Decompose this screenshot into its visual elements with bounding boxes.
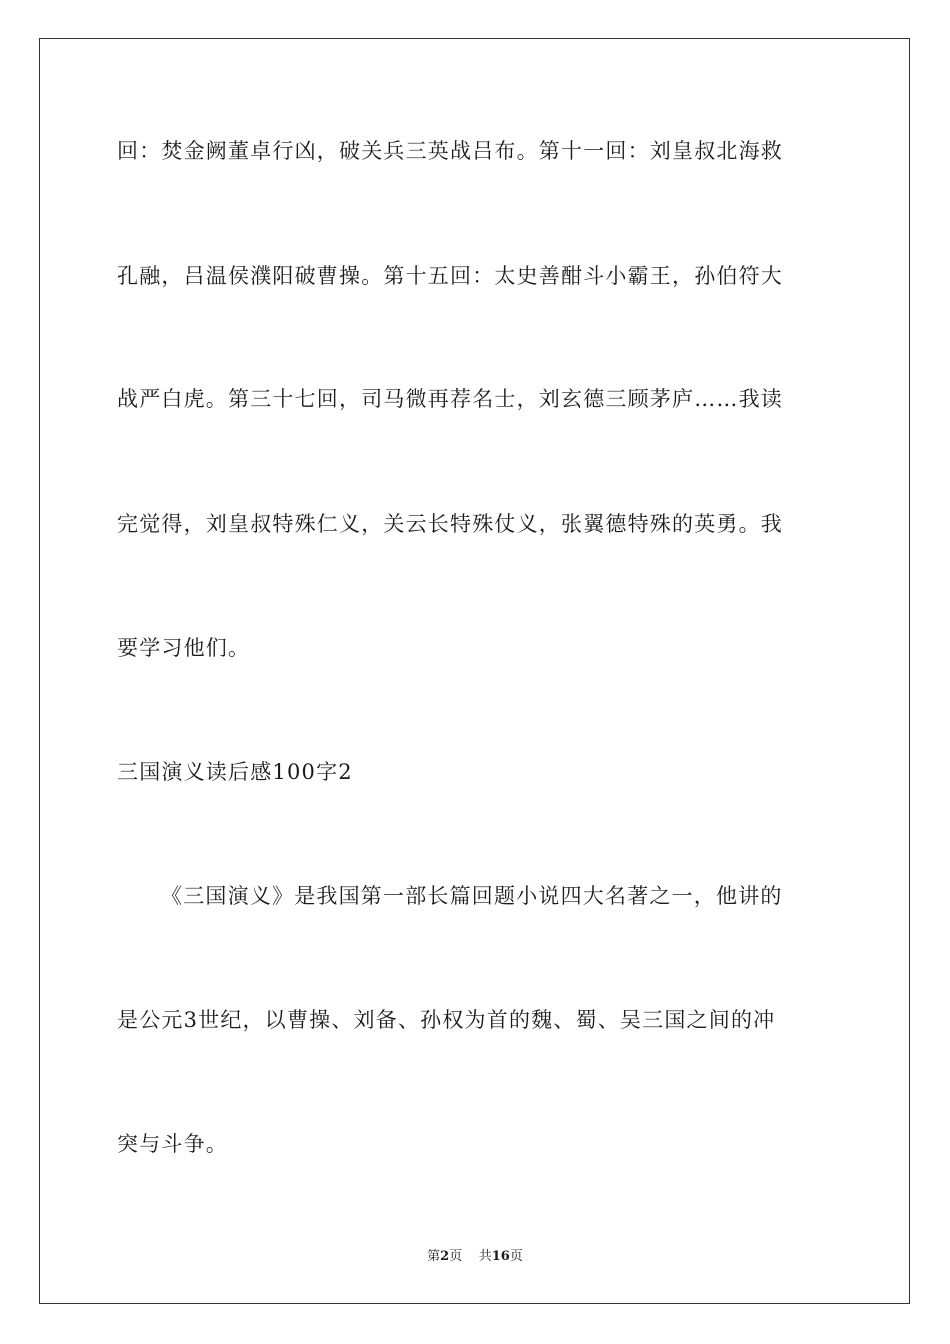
page-footer — [0, 1248, 950, 1266]
text-line-2: 孔融，吕温侯濮阳破曹操。第十五回：太史善酣斗小霸王，孙伯符大 — [117, 264, 783, 288]
total-pages: 16 — [491, 1249, 510, 1264]
page-prefix: 第 — [427, 1249, 441, 1264]
page-number: 2 — [440, 1249, 450, 1264]
page-suffix: 页 — [449, 1249, 463, 1264]
text-line-4: 完觉得，刘皇叔特殊仁义，关云长特殊仗义，张翼德特殊的英勇。我 — [117, 512, 783, 536]
paragraph-line-2: 是公元3世纪，以曹操、刘备、孙权为首的魏、蜀、吴三国之间的冲 — [117, 1008, 776, 1032]
paragraph-line-3: 突与斗争。 — [117, 1132, 228, 1156]
text-line-5: 要学习他们。 — [117, 636, 251, 660]
total-suffix: 页 — [509, 1249, 523, 1264]
text-line-3: 战严白虎。第三十七回，司马微再荐名士，刘玄德三顾茅庐……我读 — [117, 387, 783, 411]
section-heading: 三国演义读后感100字2 — [117, 760, 353, 784]
total-prefix: 共 — [478, 1249, 492, 1264]
text-line-1: 回：焚金阙董卓行凶，破关兵三英战吕布。第十一回：刘皇叔北海救 — [117, 139, 783, 163]
paragraph-line-1: 《三国演义》是我国第一部长篇回题小说四大名著之一，他讲的 — [161, 884, 783, 908]
page-border — [39, 38, 910, 1304]
